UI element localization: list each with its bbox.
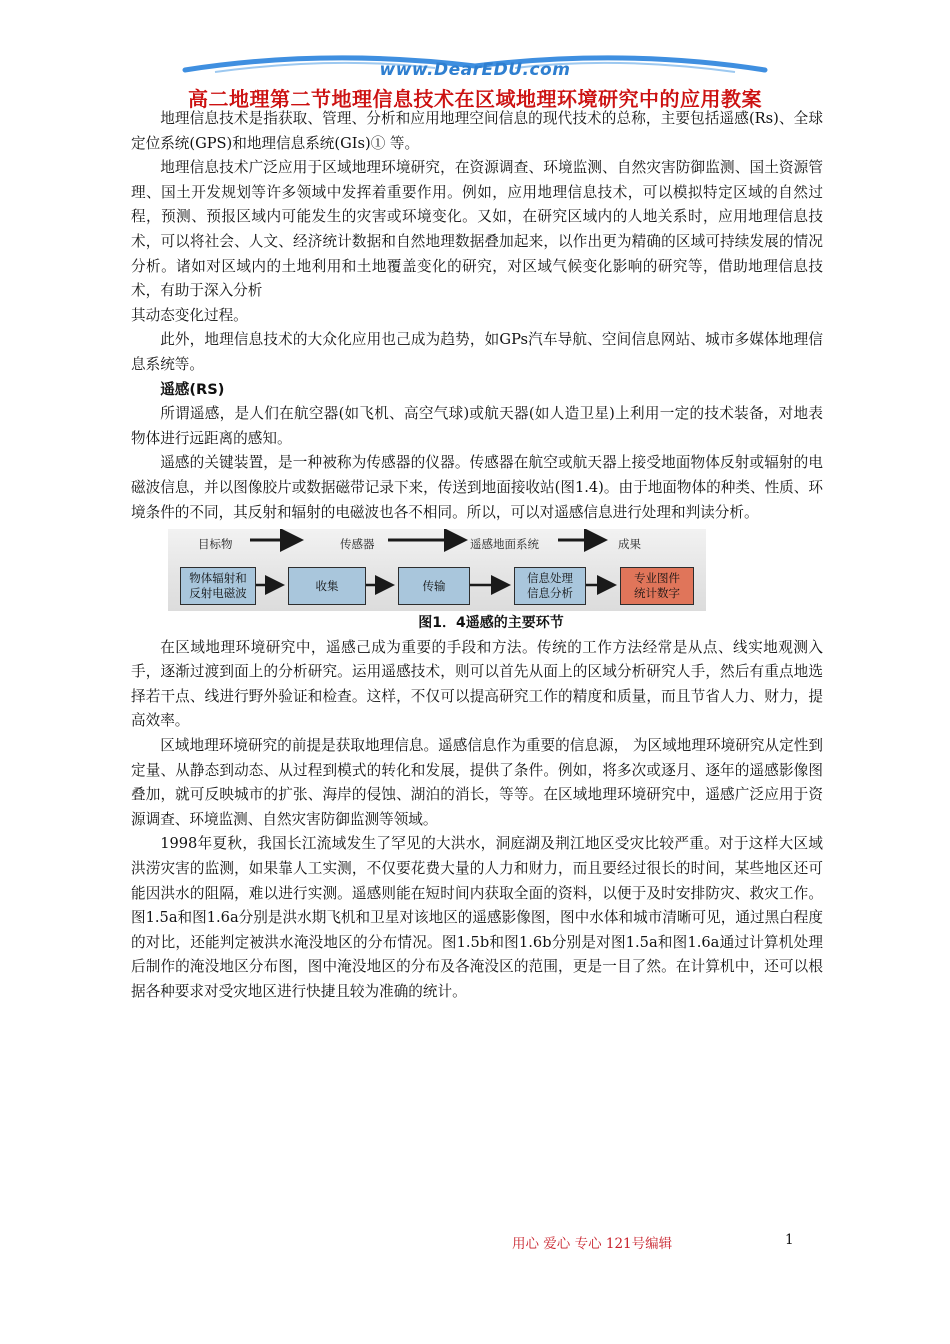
page-number: 1	[785, 1232, 794, 1248]
paragraph: 地理信息技术广泛应用于区域地理环境研究，在资源调查、环境监测、自然灾害防御监测、国土资源管理、国土开发规划等许多领域中发挥着重要作用。例如，应用地理信息技术，可以模拟特定区域的自然过程，预测、预报区域内可能发生的灾害或环境变化。又如，在研究区域内的人地关系时，应用地理信息技术，可以将社会、人文、经济统计数据和自然地理数据叠加起来，以作出更为精确的区域可持续发展的情况分析。诸如对区域内的土地利用和土地覆盖变化的研究，对区域气候变化影响的研究等，借助地理信息技术，有助于深入分析	[131, 159, 823, 300]
box-collect	[288, 567, 366, 605]
box-result	[620, 567, 694, 605]
paragraph: 在区域地理环境研究中，遥感己成为重要的手段和方法。传统的工作方法经常是从点、线实地观测入手，逐渐过渡到面上的分析研究。运用遥感技术，则可以首先从面上的区域分析研究人手，然后有重点地选择若干点、线进行野外验证和检查。这样，不仅可以提高研究工作的精度和质量，而且节省人力、财力，提高效率。	[131, 638, 823, 730]
remote-sensing-diagram	[168, 529, 706, 611]
label-sensor: 传感器	[340, 537, 375, 552]
box-line: 传输	[422, 578, 446, 593]
paragraph: 地理信息技术是指获取、管理、分析和应用地理空间信息的现代技术的总称，主要包括遥感(Rs)、全球定位系统(GPS)和地理信息系统(GIs)① 等。	[131, 110, 823, 152]
paragraph: 此外，地理信息技术的大众化应用也己成为趋势，如GPs汽车导航、空间信息网站、城市多媒体地理信息系统等。	[131, 331, 823, 373]
box-processing	[514, 567, 586, 605]
paragraph: 所谓遥感，是人们在航空器(如飞机、高空气球)或航天器(如人造卫星)上利用一定的技术装备，对地表物体进行远距离的感知。	[131, 405, 823, 447]
document-title: 高二地理第二节地理信息技术在区域地理环境研究中的应用教案	[188, 87, 762, 111]
label-target: 目标物	[198, 537, 233, 552]
label-ground-system: 遥感地面系统	[470, 537, 539, 552]
box-line: 专业图件	[634, 571, 680, 586]
box-line: 信息处理	[527, 571, 573, 586]
box-transmit	[398, 567, 470, 605]
footer-text: 用心 爱心 专心 121号编辑	[512, 1236, 673, 1252]
section-heading: 遥感(RS)	[160, 380, 225, 398]
document-body	[131, 107, 823, 1005]
box-line: 物体辐射和	[189, 571, 247, 586]
box-line: 统计数字	[634, 586, 680, 601]
logo-text: www.DearEDU.com	[379, 60, 571, 80]
box-radiation	[180, 567, 256, 605]
site-logo	[175, 48, 775, 88]
paragraph: 1998年夏秋，我国长江流域发生了罕见的大洪水，洞庭湖及荆江地区受灾比较严重。对于这样大区域洪涝灾害的监测，如果靠人工实测，不仅要花费大量的人力和财力，而且要经过很长的时间，某些地区还可能因洪水的阻隔，难以进行实测。遥感则能在短时间内获取全面的资料，以便于及时安排防灾、救灾工作。图1.5a和图1.6a分别是洪水期飞机和卫星对该地区的遥感影像图，图中水体和城市清晰可见，通过黑白程度的对比，还能判定被洪水淹没地区的分布情况。图1.5b和图1.6b分别是对图1.5a和图1.6a通过计算机处理后制作的淹没地区分布图，图中淹没地区的分布及各淹没区的范围，更是一目了然。在计算机中，还可以根据各种要求对受灾地区进行快捷且较为准确的统计。	[131, 835, 823, 1000]
label-result: 成果	[618, 537, 641, 552]
paragraph: 其动态变化过程。	[131, 306, 248, 324]
box-line: 收集	[315, 578, 339, 593]
paragraph: 遥感的关键装置，是一种被称为传感器的仪器。传感器在航空或航天器上接受地面物体反射或辐射的电磁波信息，并以图像胶片或数据磁带记录下来，传送到地面接收站(图1.4)。由于地面物体的种类、性质、环境条件的不同，其反射和辐射的电磁波也各不相同。所以，可以对遥感信息进行处理和判读分析。	[131, 454, 823, 521]
paragraph: 区域地理环境研究的前提是获取地理信息。遥感信息作为重要的信息源， 为区域地理环境研究从定性到定量、从静态到动态、从过程到模式的转化和发展，提供了条件。例如，将多次或逐月、逐年的遥感影像图叠加，就可反映城市的扩张、海岸的侵蚀、湖泊的消长，等等。在区域地理环境研究中，遥感广泛应用于资源调查、环境监测、自然灾害防御监测等领域。	[131, 737, 823, 828]
box-line: 信息分析	[527, 586, 573, 601]
figure-caption: 图1．4遥感的主要环节	[418, 615, 564, 632]
box-line: 反射电磁波	[189, 586, 247, 601]
